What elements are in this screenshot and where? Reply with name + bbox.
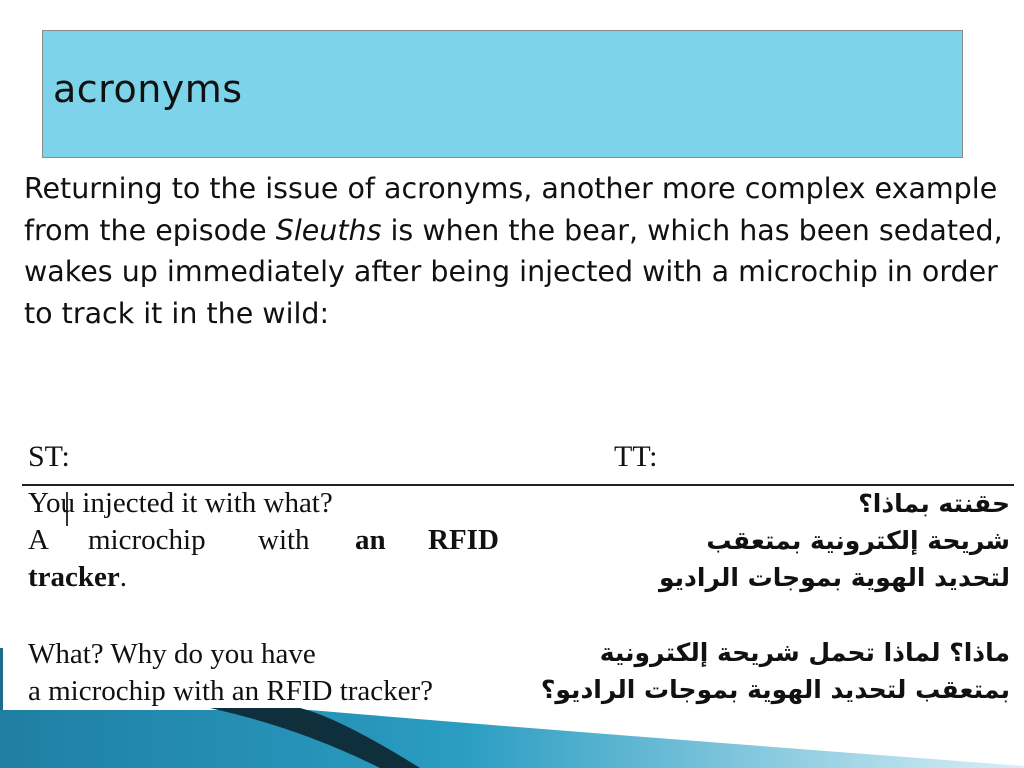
tt-line-3: لتحديد الهوية بموجات الراديو <box>659 563 1010 592</box>
st-line-4: What? Why do you have <box>28 638 316 670</box>
st-line-3 <box>28 561 127 594</box>
st-header: ST: <box>28 440 70 473</box>
tt-line-1: حقنته بماذا؟ <box>858 489 1010 518</box>
slide-title: acronyms <box>53 67 243 111</box>
st-word-rfid: RFID <box>428 524 499 556</box>
paragraph-text-end: is when the bear, which has been sedated, wakes up immediately after being injected with a microchip in order to track it in the wild: <box>24 213 1003 330</box>
st-word-an: an <box>355 524 386 556</box>
tt-line-5: بمتعقب لتحديد الهوية بموجات الراديو؟ <box>540 675 1010 704</box>
tt-line-4: ماذا؟ لماذا تحمل شريحة إلكترونية <box>599 638 1010 667</box>
st-line-5: a microchip with an RFID tracker? <box>28 675 434 707</box>
footer-swoosh <box>0 708 1024 768</box>
tt-line-2: شريحة إلكترونية بمتعقب <box>706 526 1010 555</box>
tt-header: TT: <box>614 440 658 473</box>
st-period: . <box>119 561 128 593</box>
st-line-2 <box>28 524 499 557</box>
title-banner <box>42 30 963 158</box>
st-word-tracker: tracker <box>28 561 120 593</box>
episode-name: Sleuths <box>275 213 382 247</box>
paragraph-text-start: Returning to the issue of acronyms, another more complex example from the episode <box>24 172 998 247</box>
st-word-microchip: microchip <box>88 524 206 556</box>
swoosh-light <box>0 710 1024 768</box>
translation-table <box>22 440 1014 720</box>
st-word-a: A <box>28 524 49 556</box>
st-word-with: with <box>258 524 310 556</box>
st-line-1: You injected it with what? <box>28 487 333 519</box>
body-paragraph <box>24 168 1014 334</box>
table-header-rule <box>22 484 1014 486</box>
